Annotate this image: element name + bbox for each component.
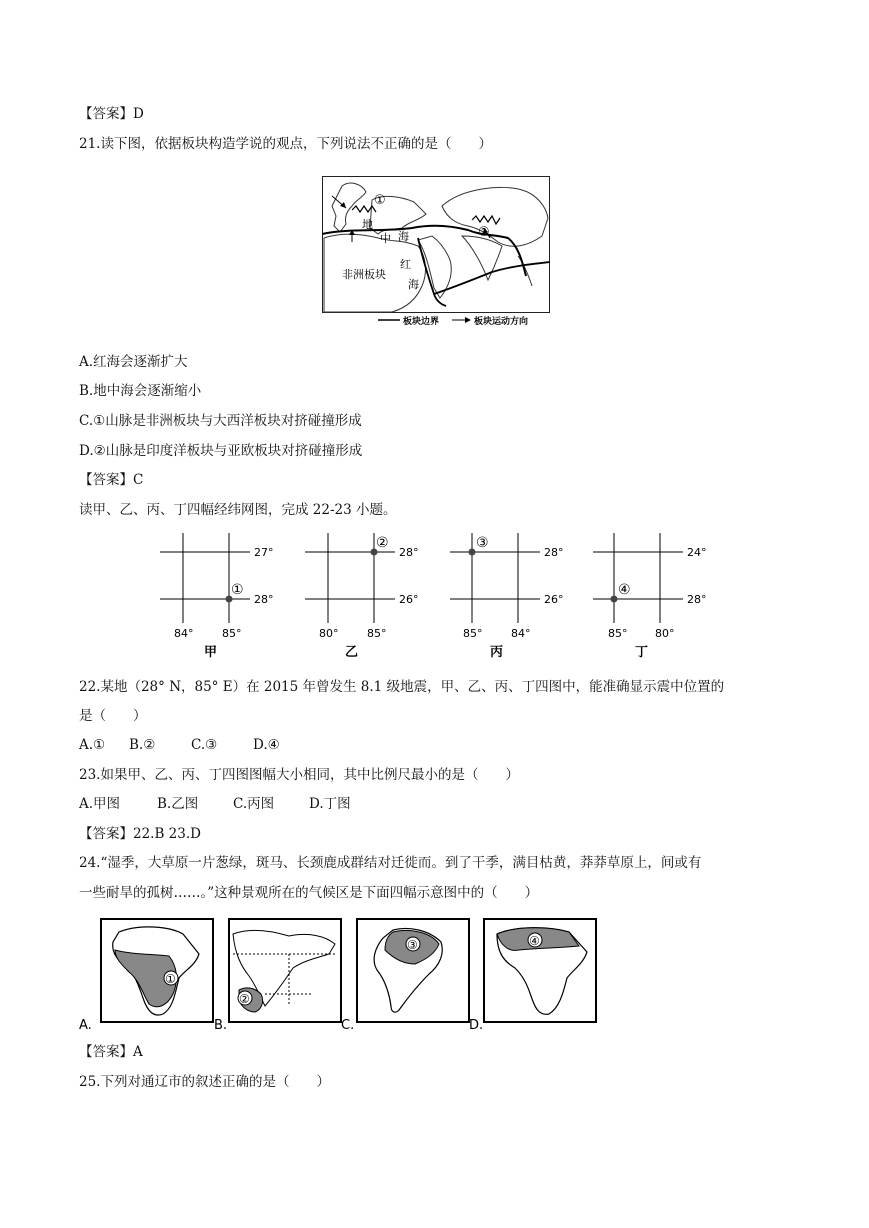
intro-22-23: 读甲、乙、丙、丁四幅经纬网图，完成 22-23 小题。: [79, 502, 397, 518]
map-label-di: 地: [362, 218, 373, 231]
q21-option-c: C.①山脉是非洲板块与大西洋板块对挤碰撞形成: [79, 413, 362, 429]
q23-options: [79, 794, 351, 814]
q22-option-c: C.③: [191, 737, 218, 753]
answer-21: 【答案】C: [79, 472, 144, 488]
grid-yi-name: 乙: [345, 645, 359, 660]
q23-option-b: B.乙图: [157, 796, 199, 812]
q23-option-d: D.丁图: [309, 796, 351, 812]
grid-bing-lon-left: 85°: [463, 627, 483, 640]
climate-label-d: D.: [469, 1018, 484, 1033]
q23-option-c: C.丙图: [233, 796, 275, 812]
climate-label-b: B.: [214, 1018, 228, 1033]
grid-bing: [450, 533, 564, 660]
legend-motion: 板块运动方向: [474, 317, 529, 326]
map-label-2: ②: [478, 225, 490, 240]
question-24-stem-1: 24.“湿季，大草原一片葱绿，斑马、长颈鹿成群结对迁徙而。到了干季，满目枯黄，莽莽草原上，间或有: [79, 855, 702, 871]
grid-jia-lon-right: 85°: [222, 627, 242, 640]
map-label-1: ①: [374, 193, 386, 208]
q21-option-b: B.地中海会逐渐缩小: [79, 383, 202, 399]
question-22-stem-2: 是（ ）: [79, 708, 147, 724]
map-label-hai: 海: [398, 230, 409, 243]
question-25-stem: 25.下列对通辽市的叙述正确的是（ ）: [79, 1074, 330, 1090]
q22-option-b: B.②: [129, 737, 156, 753]
grid-bing-lat-top: 28°: [544, 546, 564, 559]
grid-yi-lon-left: 80°: [319, 627, 339, 640]
grid-ding-lat-top: 24°: [687, 546, 707, 559]
grid-ding-marker: ④: [618, 582, 631, 598]
map-label-zhong: 中: [380, 232, 391, 245]
answer-24: 【答案】A: [79, 1044, 143, 1060]
grid-yi-marker: ②: [376, 535, 389, 551]
grid-jia-lon-left: 84°: [174, 627, 194, 640]
question-21-stem: 21.读下图，依据板块构造学说的观点，下列说法不正确的是（ ）: [79, 136, 492, 152]
grid-bing-marker: ③: [476, 535, 489, 551]
q21-option-d: D.②山脉是印度洋板块与亚欧板块对挤碰撞形成: [79, 443, 363, 459]
climate-label-c: C.: [341, 1018, 355, 1033]
answer-20: 【答案】D: [79, 106, 144, 122]
grid-yi-lat-bot: 26°: [399, 593, 419, 606]
climate-d-marker: ④: [529, 934, 540, 948]
grid-ding-lon-right: 80°: [655, 627, 675, 640]
grid-ding-lon-left: 85°: [608, 627, 628, 640]
climate-map-options: [79, 914, 599, 1034]
grid-bing-point: [469, 549, 476, 556]
grid-ding-lat-bot: 28°: [687, 593, 707, 606]
grid-bing-name: 丙: [490, 645, 504, 660]
grid-ding-name: 丁: [635, 645, 649, 660]
graticule-figures: [150, 528, 730, 663]
q23-option-a: A.甲图: [79, 796, 121, 812]
plate-map-figure: [322, 176, 550, 326]
q22-option-a: A.①: [79, 737, 106, 753]
map-label-africa: 非洲板块: [342, 268, 386, 281]
climate-c-marker: ③: [407, 938, 418, 952]
grid-yi: [305, 533, 419, 660]
grid-bing-lat-bot: 26°: [544, 593, 564, 606]
map-label-hai2: 海: [408, 278, 419, 291]
climate-label-a: A.: [79, 1018, 92, 1033]
grid-bing-lon-right: 84°: [511, 627, 531, 640]
climate-a-marker: ①: [165, 972, 176, 986]
grid-ding: [593, 533, 707, 660]
answer-22-23: 【答案】22.B 23.D: [79, 826, 201, 842]
question-22-stem-1: 22.某地（28° N，85° E）在 2015 年曾发生 8.1 级地震，甲、乙、丙、丁四图中，能准确显示震中位置的: [79, 679, 725, 695]
grid-jia-lat-top: 27°: [254, 546, 274, 559]
question-23-stem: 23.如果甲、乙、丙、丁四图图幅大小相同，其中比例尺最小的是（ ）: [79, 767, 519, 783]
q21-option-a: A.红海会逐渐扩大: [79, 354, 188, 370]
q22-options: [79, 735, 280, 755]
grid-jia: [160, 533, 274, 660]
grid-jia-marker: ①: [231, 582, 244, 598]
map-label-hong: 红: [400, 258, 411, 271]
q22-option-d: D.④: [253, 737, 280, 753]
legend-boundary: 板块边界: [403, 317, 440, 326]
grid-yi-lon-right: 85°: [367, 627, 387, 640]
climate-b-marker: ②: [239, 992, 250, 1006]
grid-jia-name: 甲: [204, 645, 218, 660]
plate-map: [322, 176, 550, 326]
grid-ding-point: [611, 596, 618, 603]
grid-yi-lat-top: 28°: [399, 546, 419, 559]
grid-jia-lat-bot: 28°: [254, 593, 274, 606]
question-24-stem-2: 一些耐旱的孤树……。”这种景观所在的气候区是下面四幅示意图中的（ ）: [79, 885, 539, 901]
